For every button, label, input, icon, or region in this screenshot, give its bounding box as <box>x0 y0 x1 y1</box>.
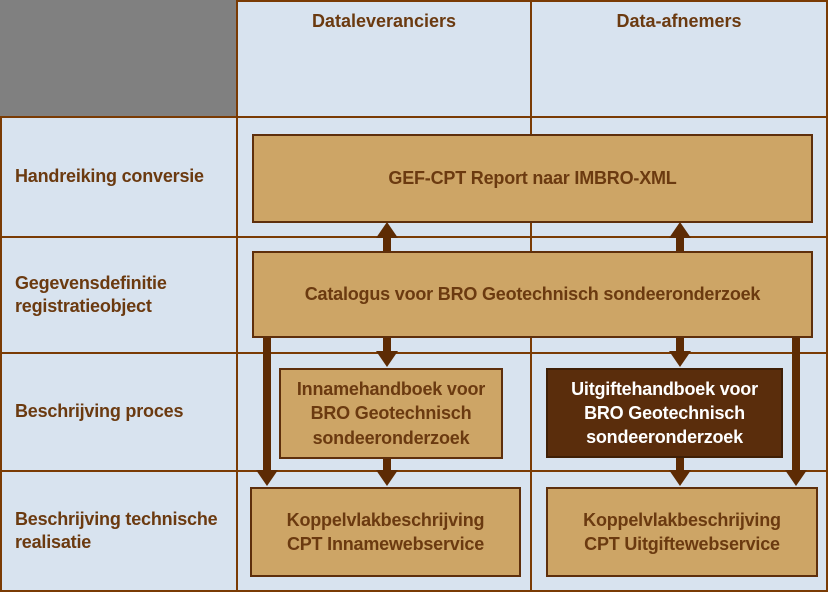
down-arrow-catalogus-to-koppelvlak-uitgifte-icon <box>785 338 807 486</box>
box-koppelvlak-uitgiftewebservice: Koppelvlakbeschrijving CPT Uitgiftewebservice <box>546 487 818 577</box>
column-header-label: Data-afnemers <box>616 11 742 31</box>
arrow-head <box>376 222 398 238</box>
column-header-dataleveranciers <box>238 0 530 115</box>
arrow-head <box>256 470 278 486</box>
arrow-head <box>669 470 691 486</box>
arrow-head <box>669 222 691 238</box>
row-label-gegevensdefinitie <box>0 239 236 351</box>
arrow-head <box>785 470 807 486</box>
column-header-label: Dataleveranciers <box>311 11 457 31</box>
corner-placeholder-cell <box>0 0 236 117</box>
grid-line-row-3 <box>0 352 828 354</box>
box-catalogus: Catalogus voor BRO Geotechnisch sondeeronderzoek <box>252 251 813 338</box>
box-koppelvlak-innamewebservice: Koppelvlakbeschrijving CPT Innamewebservice <box>250 487 521 577</box>
grid-line-row-4 <box>0 470 828 472</box>
row-label: Beschrijving technische realisatie <box>15 508 218 552</box>
row-label-beschrijving-proces <box>0 355 236 469</box>
down-arrow-catalogus-to-koppelvlak-inname-icon <box>256 338 278 486</box>
down-arrow-innamehandboek-to-koppelvlak-icon <box>376 459 398 486</box>
arrow-shaft <box>792 338 800 474</box>
up-arrow-catalogus-to-gefcpt-right-icon <box>669 222 691 251</box>
arrow-head <box>376 351 398 367</box>
down-arrow-catalogus-to-uitgiftehandboek-icon <box>669 338 691 367</box>
grid-line-row-2 <box>0 236 828 238</box>
up-arrow-catalogus-to-gefcpt-left-icon <box>376 222 398 251</box>
row-label: Beschrijving proces <box>15 401 184 422</box>
arrow-shaft <box>263 338 271 474</box>
box-uitgiftehandboek-highlighted: Uitgiftehandboek voor BRO Geotechnisch sondeeronderzoek <box>546 368 783 458</box>
grid-line-row-1 <box>0 116 828 118</box>
arrow-head <box>669 351 691 367</box>
row-label: Gegevensdefinitie registratieobject <box>15 272 167 316</box>
box-gef-cpt-report: GEF-CPT Report naar IMBRO-XML <box>252 134 813 223</box>
row-label-beschrijving-technische-realisatie <box>0 473 236 589</box>
column-header-data-afnemers <box>532 0 826 115</box>
arrow-head <box>376 470 398 486</box>
down-arrow-uitgiftehandboek-to-koppelvlak-icon <box>669 458 691 486</box>
row-label-handreiking-conversie <box>0 119 236 235</box>
row-label: Handreiking conversie <box>15 166 204 187</box>
box-innamehandboek: Innamehandboek voor BRO Geotechnisch sondeeronderzoek <box>279 368 503 459</box>
down-arrow-catalogus-to-innamehandboek-icon <box>376 338 398 367</box>
